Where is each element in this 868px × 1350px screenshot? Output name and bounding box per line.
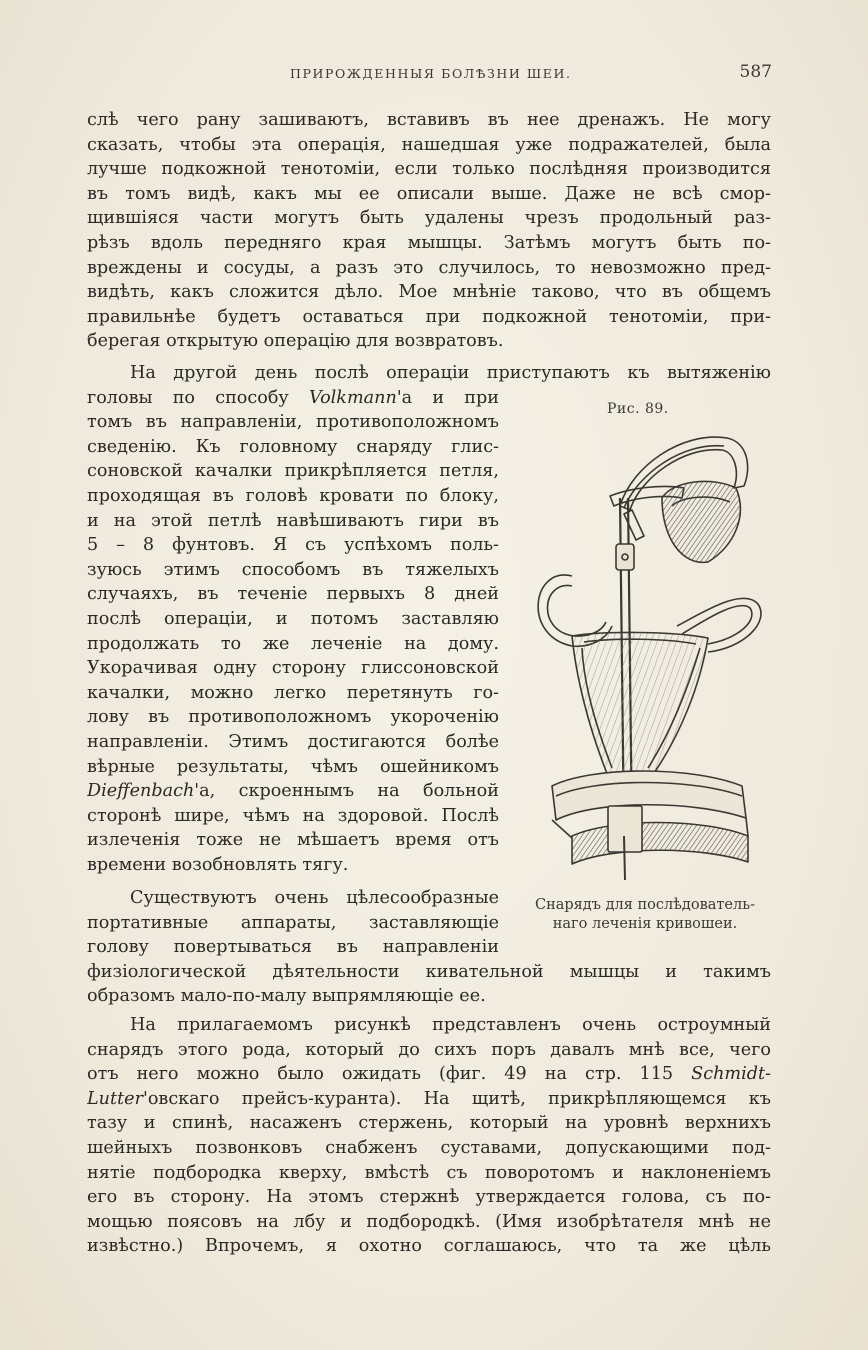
text-line: зуюсь этимъ способомъ въ тяжелыхъ bbox=[87, 559, 499, 580]
text-line: Укорачивая одну сторону глиссоновской bbox=[87, 658, 499, 679]
page-header bbox=[0, 62, 868, 88]
text-line: извѣстно.) Впрочемъ, я охотно соглашаюсь, что та же цѣль bbox=[87, 1236, 771, 1257]
paragraph-device bbox=[87, 1013, 771, 1259]
text-line: направленіи. Этимъ достигаются болѣе bbox=[87, 731, 499, 752]
text-line: берегая открытую операцію для возвратовъ. bbox=[87, 331, 504, 352]
text-line: шейныхъ позвонковъ снабженъ суставами, допускающими под- bbox=[87, 1137, 771, 1158]
text-line: портативные аппараты, заставляющіе bbox=[87, 912, 499, 933]
paragraph-apparatus bbox=[87, 886, 499, 960]
author-lutter: Lutter bbox=[87, 1088, 143, 1109]
text-line: времени возобновлять тягу. bbox=[87, 854, 349, 875]
text-line: снарядъ этого рода, который до сихъ поръ давалъ мнѣ все, чего bbox=[87, 1039, 771, 1060]
text-line: Существуютъ очень цѣлесообразные bbox=[130, 888, 499, 908]
text-line: физіологической дѣятельности кивательной мышцы и такимъ bbox=[87, 961, 771, 982]
paragraph-apparatus-continued bbox=[87, 960, 771, 1009]
text-line: лучше подкожной тенотоміи, если только послѣдняя производится bbox=[87, 159, 771, 180]
figure-89 bbox=[512, 396, 778, 941]
figure-caption bbox=[512, 896, 778, 934]
text-line: томъ въ направленіи, противоположномъ bbox=[87, 412, 499, 433]
text-line: головы по способу Volkmann'а и при bbox=[87, 387, 499, 408]
text-line: вреждены и сосуды, а разъ это случилось, то невозможно пред- bbox=[87, 257, 771, 278]
text-line: лову въ противоположномъ укороченію bbox=[87, 707, 499, 728]
page-number: 587 bbox=[739, 62, 772, 82]
caption-line: наго леченія кривошеи. bbox=[552, 916, 738, 932]
author-schmidt: Schmidt- bbox=[691, 1064, 771, 1085]
text-line: На прилагаемомъ рисункѣ представленъ очень остроумный bbox=[130, 1015, 771, 1035]
paragraph-volkmann bbox=[87, 386, 499, 878]
text-line: его въ сторону. На этомъ стержнѣ утверждается голова, съ по- bbox=[87, 1187, 771, 1208]
text-line: качалки, можно легко перетянуть го- bbox=[87, 682, 499, 703]
text-line: рѣзъ вдоль передняго края мышцы. Затѣмъ могутъ быть по- bbox=[87, 232, 771, 253]
text-line: Lutter'овскаго прейсъ-куранта). На щитѣ, прикрѣпляющемся къ bbox=[87, 1088, 771, 1109]
text-line: слѣ чего рану зашиваютъ, вставивъ въ нее дренажъ. Не могу bbox=[87, 110, 771, 130]
figure-label: Рис. 89. bbox=[607, 401, 669, 417]
text-line: образомъ мало-по-малу выпрямляющіе ее. bbox=[87, 986, 486, 1007]
text-line: сведенію. Къ головному снаряду глис- bbox=[87, 436, 499, 457]
text-line: случаяхъ, въ теченіе первыхъ 8 дней bbox=[87, 584, 499, 605]
text-line: щившіяся части могутъ быть удалены чрезъ продольный раз- bbox=[87, 208, 771, 229]
text-line: мощью поясовъ на лбу и подбородкѣ. (Имя изобрѣтателя мнѣ не bbox=[87, 1211, 771, 1232]
text-line: нятіе подбородка кверху, вмѣстѣ съ поворотомъ и наклоненіемъ bbox=[87, 1162, 771, 1183]
text-line: и на этой петлѣ навѣшиваютъ гири въ bbox=[87, 510, 499, 531]
text-line: соновской качалки прикрѣпляется петля, bbox=[87, 461, 499, 482]
text-line: вѣрные результаты, чѣмъ ошейникомъ bbox=[87, 756, 499, 777]
text-line: въ томъ видѣ, какъ мы ее описали выше. Даже не всѣ смор- bbox=[87, 183, 771, 204]
caption-line: Снарядъ для послѣдователь- bbox=[534, 897, 756, 913]
text-line: видѣть, какъ сложится дѣло. Мое мнѣніе таково, что въ общемъ bbox=[87, 282, 771, 303]
text-line: послѣ операціи, и потомъ заставляю bbox=[87, 608, 499, 629]
author-volkmann: Volkmann bbox=[309, 387, 397, 408]
paragraph-volkmann-first-line bbox=[87, 361, 771, 386]
paragraph-operation bbox=[87, 108, 771, 354]
text-line: сторонѣ шире, чѣмъ на здоровой. Послѣ bbox=[87, 805, 499, 826]
running-title: ПРИРОЖДЕННЫЯ БОЛѢЗНИ ШЕИ. bbox=[290, 66, 572, 81]
text-line: 5 – 8 фунтовъ. Я съ успѣхомъ поль- bbox=[87, 535, 499, 556]
text-line: отъ него можно было ожидать (фиг. 49 на стр. 115 Schmidt- bbox=[87, 1064, 771, 1085]
torticollis-brace-illustration bbox=[512, 426, 778, 886]
text-line: излеченія тоже не мѣшаетъ время отъ bbox=[87, 830, 499, 851]
text-line: проходящая въ головѣ кровати по блоку, bbox=[87, 485, 499, 506]
text-line: Dieffenbach'а, скроеннымъ на больной bbox=[87, 781, 499, 802]
text-line: сказать, чтобы эта операція, нашедшая уже подражателей, была bbox=[87, 134, 771, 155]
text-line: На другой день послѣ операціи приступаютъ къ вытяженію bbox=[130, 363, 771, 383]
text-line: правильнѣе будетъ оставаться при подкожной тенотоміи, при- bbox=[87, 306, 771, 327]
author-dieffenbach: Dieffenbach bbox=[87, 781, 195, 802]
text-line: голову повертываться въ направленіи bbox=[87, 937, 499, 958]
text-line: продолжать то же леченіе на дому. bbox=[87, 633, 499, 654]
text-line: тазу и спинѣ, насаженъ стержень, который на уровнѣ верхнихъ bbox=[87, 1113, 771, 1134]
